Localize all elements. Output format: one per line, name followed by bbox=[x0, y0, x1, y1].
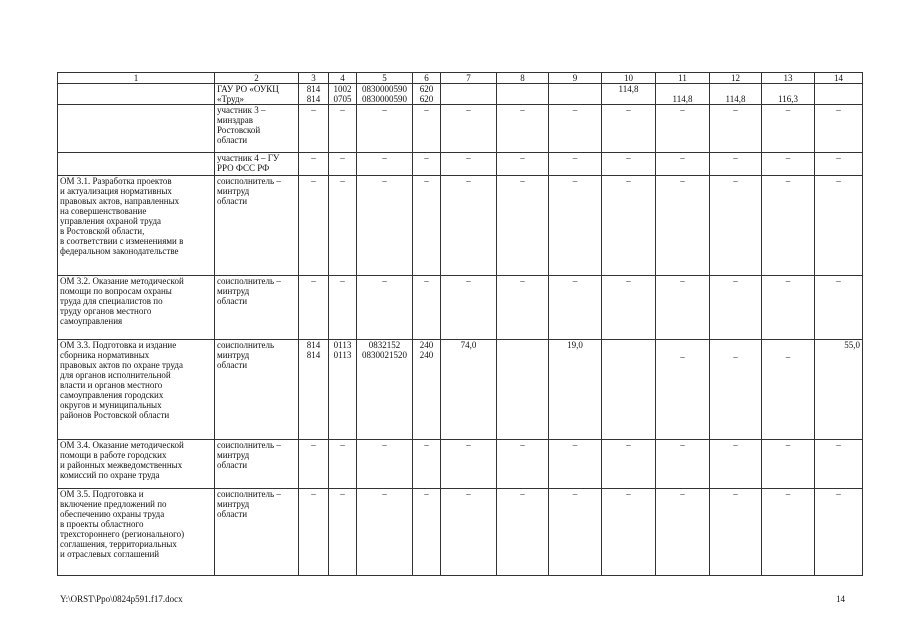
activity-cell bbox=[58, 153, 215, 176]
dash-cell: – bbox=[357, 276, 413, 340]
page-number: 14 bbox=[836, 594, 845, 604]
dash-cell: – bbox=[602, 276, 656, 340]
dash-cell: – bbox=[329, 440, 357, 489]
value-cell: 114,8 bbox=[656, 84, 710, 105]
header-cell: 10 bbox=[602, 73, 656, 84]
executor-cell: соисполнитель – минтруд области bbox=[215, 276, 299, 340]
header-cell: 6 bbox=[413, 73, 441, 84]
activity-cell: ОМ 3.4. Оказание методической помощи в работе городских и районных межведомственных комиссий по охране труда bbox=[58, 440, 215, 489]
dash-cell: – bbox=[299, 440, 329, 489]
dash-cell: – bbox=[762, 489, 815, 576]
dash-cell: – bbox=[357, 105, 413, 153]
header-cell: 9 bbox=[549, 73, 602, 84]
header-cell: 4 bbox=[329, 73, 357, 84]
dash-cell: – bbox=[299, 105, 329, 153]
dash-cell: – bbox=[656, 176, 710, 276]
value-cell bbox=[602, 340, 656, 440]
header-cell: 3 bbox=[299, 73, 329, 84]
dash-cell: – bbox=[656, 153, 710, 176]
dash-cell: – bbox=[357, 153, 413, 176]
activity-cell: ОМ 3.1. Разработка проектов и актуализация нормативных правовых актов, направленных на совершенствование управления охраной труда в Ростовской области, в соответствии с изменениями в федеральном законодательстве bbox=[58, 176, 215, 276]
dash-cell: – bbox=[549, 105, 602, 153]
dash-cell: – bbox=[497, 176, 549, 276]
dash-cell: – bbox=[413, 440, 441, 489]
dash-cell: – bbox=[710, 276, 762, 340]
header-cell: 14 bbox=[815, 73, 863, 84]
dash-cell: – bbox=[762, 105, 815, 153]
dash-cell: – bbox=[815, 276, 863, 340]
dash-cell: – bbox=[357, 176, 413, 276]
dash-cell: – bbox=[413, 105, 441, 153]
dash-cell: – bbox=[710, 489, 762, 576]
rzpr-cell: 1002 0705 bbox=[329, 84, 357, 105]
dash-cell: – bbox=[441, 276, 497, 340]
header-cell: 1 bbox=[58, 73, 215, 84]
dash-cell: – bbox=[602, 176, 656, 276]
dash-cell: – bbox=[815, 176, 863, 276]
activity-cell: ОМ 3.3. Подготовка и издание сборника нормативных правовых актов по охране труда для органов исполнительной власти и органов местного самоуправления городских округов и муниципальных районов Ростовской области bbox=[58, 340, 215, 440]
value-cell: 19,0 bbox=[549, 340, 602, 440]
header-cell: 12 bbox=[710, 73, 762, 84]
dash-cell: – bbox=[413, 276, 441, 340]
executor-cell: участник 4 – ГУ РРО ФСС РФ bbox=[215, 153, 299, 176]
dash-cell: – bbox=[357, 440, 413, 489]
executor-cell: участник 3 – минздрав Ростовской области bbox=[215, 105, 299, 153]
dash-cell: – bbox=[441, 176, 497, 276]
dash-cell: – bbox=[762, 440, 815, 489]
dash-cell: – bbox=[815, 440, 863, 489]
budget-table bbox=[57, 72, 863, 576]
activity-cell bbox=[58, 105, 215, 153]
table-row bbox=[58, 276, 863, 340]
dash-cell: – bbox=[656, 276, 710, 340]
dash-cell: – bbox=[656, 105, 710, 153]
dash-cell: – bbox=[762, 276, 815, 340]
value-cell bbox=[549, 84, 602, 105]
dash-cell: – bbox=[602, 440, 656, 489]
dash-cell: – bbox=[602, 153, 656, 176]
dash-cell: – bbox=[602, 489, 656, 576]
header-cell: 13 bbox=[762, 73, 815, 84]
header-cell: 5 bbox=[357, 73, 413, 84]
value-cell: 55,0 bbox=[815, 340, 863, 440]
dash-cell: – bbox=[413, 176, 441, 276]
csr-cell: 0832152 0830021520 bbox=[357, 340, 413, 440]
executor-cell: соисполнитель минтруд области bbox=[215, 340, 299, 440]
dash-cell: – bbox=[441, 105, 497, 153]
table-row bbox=[58, 84, 863, 105]
dash-cell: – bbox=[656, 489, 710, 576]
value-cell: 114,8 bbox=[710, 84, 762, 105]
value-cell bbox=[497, 340, 549, 440]
table-row bbox=[58, 176, 863, 276]
dash-cell: – bbox=[441, 489, 497, 576]
table-row bbox=[58, 153, 863, 176]
value-cell bbox=[815, 84, 863, 105]
dash-cell: – bbox=[441, 440, 497, 489]
vr-cell: 620 620 bbox=[413, 84, 441, 105]
rzpr-cell: 0113 0113 bbox=[329, 340, 357, 440]
dash-cell: – bbox=[497, 153, 549, 176]
dash-cell: – bbox=[710, 153, 762, 176]
dash-cell: – bbox=[815, 489, 863, 576]
dash-cell: – bbox=[549, 176, 602, 276]
vr-cell: 240 240 bbox=[413, 340, 441, 440]
dash-cell: – bbox=[762, 176, 815, 276]
dash-cell: – bbox=[413, 489, 441, 576]
dash-cell: – bbox=[299, 489, 329, 576]
dash-cell: – bbox=[497, 105, 549, 153]
dash-cell: – bbox=[549, 489, 602, 576]
dash-cell: – bbox=[441, 153, 497, 176]
value-cell: 114,8 bbox=[602, 84, 656, 105]
value-cell: 74,0 bbox=[441, 340, 497, 440]
dash-cell: – bbox=[497, 440, 549, 489]
activity-cell: ОМ 3.2. Оказание методической помощи по вопросам охраны труда для специалистов по труду органов местного самоуправления bbox=[58, 276, 215, 340]
value-cell: – bbox=[710, 340, 762, 440]
value-cell bbox=[441, 84, 497, 105]
dash-cell: – bbox=[413, 153, 441, 176]
executor-cell: ГАУ РО «ОУКЦ «Труд» bbox=[215, 84, 299, 105]
dash-cell: – bbox=[329, 176, 357, 276]
dash-cell: – bbox=[710, 176, 762, 276]
dash-cell: – bbox=[299, 176, 329, 276]
header-cell: 8 bbox=[497, 73, 549, 84]
value-cell: 116,3 bbox=[762, 84, 815, 105]
table-row bbox=[58, 105, 863, 153]
header-cell: 2 bbox=[215, 73, 299, 84]
value-cell: – bbox=[762, 340, 815, 440]
footer-file-path: Y:\ORST\Ppo\0824p591.f17.docx bbox=[60, 594, 183, 604]
table-row bbox=[58, 440, 863, 489]
table-row bbox=[58, 340, 863, 440]
dash-cell: – bbox=[497, 489, 549, 576]
dash-cell: – bbox=[299, 276, 329, 340]
dash-cell: – bbox=[815, 153, 863, 176]
grbs-cell: 814 814 bbox=[299, 84, 329, 105]
value-cell bbox=[497, 84, 549, 105]
header-cell: 7 bbox=[441, 73, 497, 84]
dash-cell: – bbox=[497, 276, 549, 340]
header-row bbox=[58, 73, 863, 84]
dash-cell: – bbox=[656, 440, 710, 489]
dash-cell: – bbox=[710, 105, 762, 153]
executor-cell: соисполнитель – минтруд области bbox=[215, 489, 299, 576]
activity-cell: ОМ 3.5. Подготовка и включение предложений по обеспечению охраны труда в проекты областного трехстороннего (регионального) соглашения, территориальных и отраслевых соглашений bbox=[58, 489, 215, 576]
executor-cell: соисполнитель – минтруд области bbox=[215, 440, 299, 489]
dash-cell: – bbox=[299, 153, 329, 176]
grbs-cell: 814 814 bbox=[299, 340, 329, 440]
table-row bbox=[58, 489, 863, 576]
dash-cell: – bbox=[602, 105, 656, 153]
dash-cell: – bbox=[329, 153, 357, 176]
dash-cell: – bbox=[549, 440, 602, 489]
value-cell: – bbox=[656, 340, 710, 440]
activity-cell bbox=[58, 84, 215, 105]
dash-cell: – bbox=[549, 153, 602, 176]
dash-cell: – bbox=[329, 276, 357, 340]
dash-cell: – bbox=[329, 105, 357, 153]
dash-cell: – bbox=[762, 153, 815, 176]
dash-cell: – bbox=[357, 489, 413, 576]
dash-cell: – bbox=[329, 489, 357, 576]
dash-cell: – bbox=[710, 440, 762, 489]
executor-cell: соисполнитель – минтруд области bbox=[215, 176, 299, 276]
dash-cell: – bbox=[815, 105, 863, 153]
csr-cell: 0830000590 0830000590 bbox=[357, 84, 413, 105]
header-cell: 11 bbox=[656, 73, 710, 84]
dash-cell: – bbox=[549, 276, 602, 340]
